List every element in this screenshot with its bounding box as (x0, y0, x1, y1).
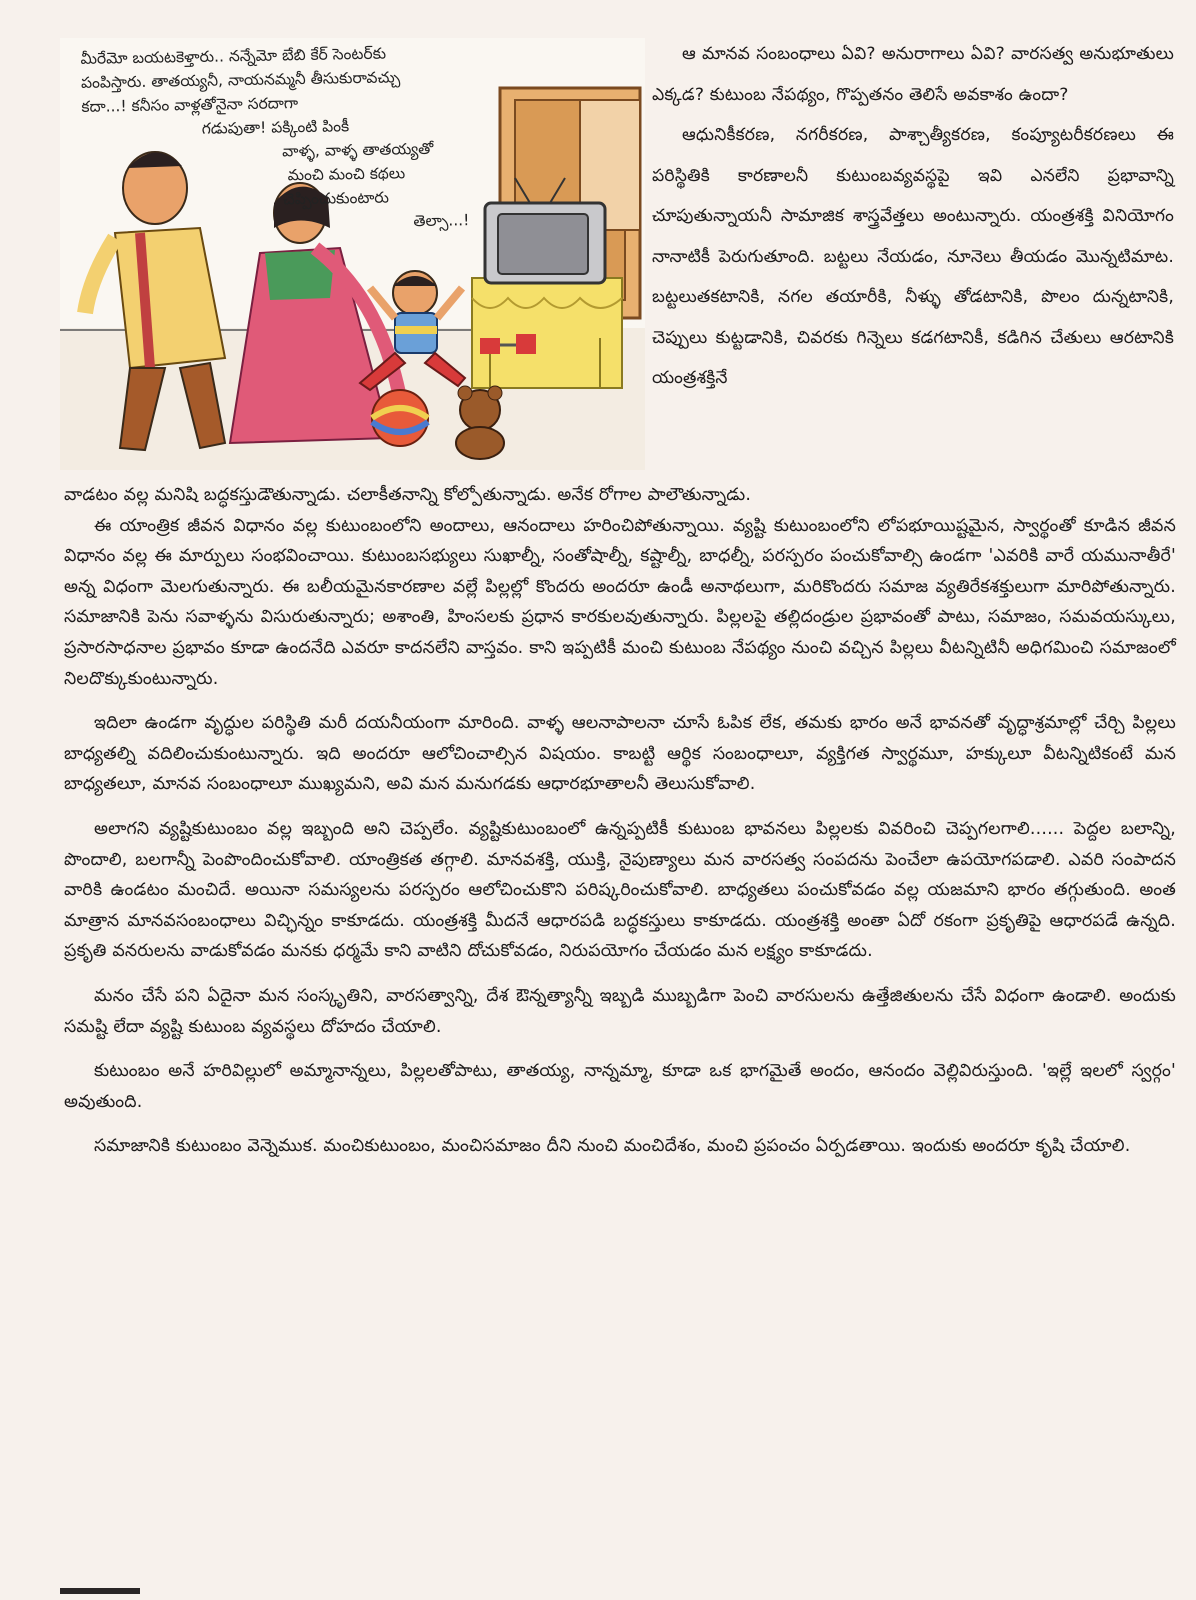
paragraph: కుటుంబం అనే హరివిల్లులో అమ్మానాన్నలు, పిల్లలతోపాటు, తాతయ్య, నాన్నమ్మా, కూడా ఒక భాగమైతే అందం, ఆనందం వెల్లివిరుస్తుంది. 'ఇల్లే ఇలలో స్వర్గం' అవుతుంది. (64, 1061, 1176, 1112)
paragraph: సమాజానికి కుటుంబం వెన్నెముక. మంచికుటుంబం, మంచిసమాజం దీని నుంచి మంచిదేశం, మంచి ప్రపంచం ఏర్పడతాయి. ఇందుకు అందరూ కృషి చేయాలి. (94, 1136, 1131, 1157)
bubble-line: వాళ్ళ, వాళ్ళ తాతయ్యతో (282, 139, 434, 161)
paragraph: ఆ మానవ సంబంధాలు ఏవి? అనురాగాలు ఏవి? వారసత్వ అనుభూతులు ఎక్కడ? కుటుంబ నేపథ్యం, గొప్పతనం తెలిసే అవకాశం ఉందా? (652, 44, 1174, 105)
cartoon-speech-bubble (80, 37, 643, 239)
paragraph: ఈ యాంత్రిక జీవన విధానం వల్ల కుటుంబంలోని అందాలు, ఆనందాలు హరించిపోతున్నాయి. వ్యష్టి కుటుంబంలోని లోపభూయిష్టమైన, స్వార్థంతో కూడిన జీవన విధానం వల్ల ఈ మార్పులు సంభవించాయి. కుటుంబసభ్యులు సుఖాల్నీ, సంతోషాల్నీ, కష్టాల్నీ, బాధల్నీ, పరస్పరం పంచుకోవాల్సి ఉండగా 'ఎవరికి వారే యమునాతీరే' అన్న విధంగా మెలగుతున్నారు. ఈ బలీయమైనకారణాల వల్లే పిల్లల్లో కొందరు అందరూ ఉండీ అనాథలుగా, మరికొందరు సమాజ వ్యతిరేకశక్తులుగా మారిపోతున్నారు. సమాజానికి పెను సవాళ్ళను విసురుతున్నారు; అశాంతి, హింసలకు ప్రధాన కారకులవుతున్నారు. పిల్లలపై తల్లిదండ్రుల ప్రభావంతో పాటు, సమాజం, సమవయస్కులు, ప్రసారసాధనాల ప్రభావం కూడా ఉందనేది ఎవరూ కాదనలేని వాస్తవం. కాని ఇప్పటికీ మంచి కుటుంబ నేపథ్యం నుంచి వచ్చిన పిల్లలు వీటన్నిటినీ అధిగమించి సమాజంలో నిలదొక్కుకుంటున్నారు. (64, 515, 1176, 689)
bubble-line: మీరేమో బయటకెళ్తారు.. నన్నేమో బేబి కేర్ సెంటర్‌కు (80, 44, 387, 68)
footer-rule (60, 1588, 140, 1594)
paragraph: మనం చేసే పని ఏదైనా మన సంస్కృతిని, వారసత్వాన్ని, దేశ ఔన్నత్యాన్నీ ఇబ్బడి ముబ్బడిగా పెంచి వారసులను ఉత్తేజితులను చేసే విధంగా ఉండాలి. అందుకు సమష్టి లేదా వ్యష్టి కుటుంబ వ్యవస్థలు దోహదం చేయాలి. (64, 985, 1176, 1037)
paragraph: ఇదిలా ఉండగా వృద్ధుల పరిస్థితి మరీ దయనీయంగా మారింది. వాళ్ళ ఆలనాపాలనా చూసే ఓపిక లేక, తమకు భారం అనే భావనతో వృద్ధాశ్రమాల్లో చేర్చి పిల్లలు బాధ్యతల్ని వదిలించుకుంటున్నారు. ఇది అందరూ ఆలోచించాల్సిన విషయం. కాబట్టి ఆర్థిక సంబంధాలూ, వ్యక్తిగత స్వార్థమూ, హక్కులూ వీటన్నిటికంటే మన బాధ్యతలూ, మానవ సంబంధాలూ ముఖ్యమని, అవి మన మనుగడకు ఆధారభూతాలనీ తెలుసుకోవాలి. (64, 713, 1176, 795)
bubble-line: కదా...! కనీసం వాళ్లతోనైనా సరదాగా (81, 94, 299, 116)
paragraph: ఆధునికీకరణ, నగరీకరణ, పాశ్చాత్యీకరణ, కంప్యూటరీకరణలు ఈ పరిస్థితికి కారణాలనీ కుటుంబవ్యవస్థపై ఇవి ఎనలేని ప్రభావాన్ని చూపుతున్నాయనీ సామాజిక శాస్త్రవేత్తలు అంటున్నారు. యంత్రశక్తి వినియోగం నానాటికీ పెరుగుతూంది. బట్టలు నేయడం, నూనెలు తీయడం మొన్నటిమాట. బట్టలుతకటానికి, నగల తయారీకి, నీళ్ళు తోడటానికి, పొలం దున్నటానికి, చెప్పులు కుట్టడానికి, చివరకు గిన్నెలు కడగటానికీ, కడిగిన చేతులు ఆరటానికి యంత్రశక్తినే (652, 125, 1174, 388)
full-width-text (64, 480, 1176, 1162)
cartoon-illustration (60, 38, 645, 470)
bubble-line: పంపిస్తారు. తాతయ్యనీ, నాయనమ్మనీ తీసుకురావచ్చు (80, 68, 401, 92)
paragraph: అలాగని వ్యష్టికుటుంబం వల్ల ఇబ్బంది అని చెప్పలేం. వ్యష్టికుటుంబంలో ఉన్నప్పటికీ కుటుంబ భావనలు పిల్లలకు వివరించి చెప్పగలగాలి...... పెద్దల బలాన్ని, పొందాలి, బలగాన్నీ పెంపొందించుకోవాలి. యాంత్రికత తగ్గాలి. మానవశక్తి, యుక్తి, నైపుణ్యాలు మన వారసత్వ సంపదను పెంచేలా ఉపయోగపడాలి. ఎవరి సంపాదన వారికి ఉండటం మంచిదే. అయినా సమస్యలను పరస్పరం ఆలోచించుకొని పరిష్కరించుకోవాలి. బాధ్యతలు పంచుకోవడం వల్ల యజమాని భారం తగ్గుతుంది. అంత మాత్రాన మానవసంబంధాలు విచ్ఛిన్నం కాకూడదు. యంత్రశక్తి మీదనే ఆధారపడి బద్ధకస్తులు కాకూడదు. యంత్రశక్తి అంతా ఏదో రకంగా ప్రకృతిపై ఆధారపడే ఉన్నది. ప్రకృతి వనరులను వాడుకోవడం మనకు ధర్మమే కాని వాటిని దోచుకోవడం, నిరుపయోగం చేయడం మన లక్ష్యం కాకూడదు. (64, 818, 1176, 962)
bubble-line: తెల్సా...! (413, 211, 470, 231)
bubble-line: గడుపుతా! పక్కింటి పింకీ (201, 117, 350, 138)
bubble-line: చెప్పించుకుంటారు (282, 188, 390, 209)
right-column-text (652, 34, 1174, 399)
bubble-line: మంచి మంచి కథలు (287, 164, 406, 185)
paragraph: వాడటం వల్ల మనిషి బద్ధకస్తుడౌతున్నాడు. చలాకీతనాన్ని కోల్పోతున్నాడు. అనేక రోగాల పాలౌతున్నాడు. (64, 485, 752, 505)
